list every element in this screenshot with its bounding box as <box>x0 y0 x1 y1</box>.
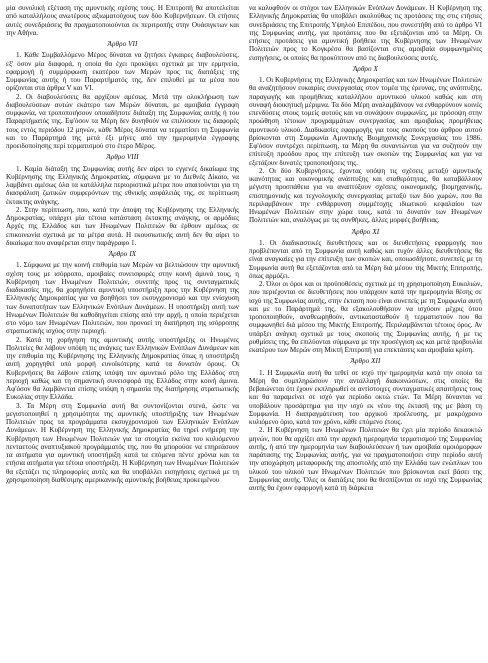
article-paragraph: 2. Κατά τη χορήγηση της αμυντικής αυτής υποστήριξης οι Ηνωμένες Πολιτείες θα λάβουν υπόψη τις ανάγκες των Ελληνικών Ενόπλων Δυνάμεων και την επιθυμία της Κυβέρνησης της Ελληνικής Δημοκρατίας όπως η υποστήριξη αυτή χορηγηθεί υπό μορφή ευνοϊκότερης κατά τα δυνατόν όρους. Οι Κυβερνήσεις θα λάβουν επίσης υπόψη τον αμυντικό ρόλο της Ελλάδος στη περιοχή καθώς και τη σημαντική συνεισφορά της Ελλάδος στην κοινή άμυνα. Αφ'όσον θα λαμβάνεται επίσης υπόψη η σημασία της διατήρησης στρατιωτικής Ευκολίας στην Ελλάδα. <box>6 335 239 402</box>
article-heading: Άρθρο XII <box>350 357 381 366</box>
article-paragraph: 1. Οι Κυβερνήσεις της Ελληνικής Δημοκρατίας και των Ηνωμένων Πολιτειών θα αναζητήσουν ευκαιρίες συνεργασίας στον τομέα της έρευνας, της ανάπτυξης, παραγωγής και προμήθειας καταλλήλου αμυντικού υλικού καθώς και στη συναφή διοικητική μέριμνα. Τα δύο Μέρη αναλαμβάνουν να ενθαρρύνουν κοινές επενδύσεις στους τομείς αυτούς και να συνάψουν συμφωνίες, με πρόσοψη στην προώθηση τέτοιων προγραμμάτων συνεργασίας και αμοιβαίως προμήθειας αμυντικού υλικού. Διαδικασίες εφαρμογής για τους σκοπούς του άρθρου αυτού βρίσκονται στη Συμφωνία Αμυντικής Βιομηχανικής Συνεργασίας του 1986. Εφ'όσον συντρέχει περίπτωση, τα Μέρη θα συναντώνται για να συζητούν την επίτευξη προόδου προς την επίτευξη των σκοπών της Συμφωνίας και για να εξετάζουν δυνατές τροποποιήσεις της. <box>249 76 482 167</box>
right-column <box>249 4 482 661</box>
article-paragraph: 2. Οι διαβουλεύσεις θα αρχίζουν αμέσως. Μετά την ολοκλήρωση των διαβουλεύσεων αυτών εκάτερο των Μερών δύναται, με αμοιβαία έγγραφη συμφωνία, να τροποποιήσουν οποιαδήποτε διάταξη της Συμφωνίας αυτής ή του Παραρτήματός της. Εφ'όσον τα Μέρη δεν δυνηθούν να επιλύσουν τις διαφορές τους εντός περιόδου 12 μηνών, κάθε Μέρος δύναται να τερματίσει τη Συμφωνία και το Παράρτημά της μετά έξι μήνες από την ημερομηνία έγγραφης προειδοποίησης περί τερματισμού στο έτερο Μέρος. <box>6 92 239 150</box>
article-paragraph: 1. Η Συμφωνία αυτή θα τεθεί σε ισχύ την ημερομηνία κατά την οποία τα Μέρη θα συμπληρώσουν την ανταλλαγή διακοινώσεων, στις οποίες θα βεβαιώνεται ότι έχουν εκπληρωθεί οι αντίστοιχες συνταγματικές απαιτήσεις τους και θα παραμείνει σε ισχύ για περίοδο οκτώ ετών. Τα Μέρη δύνανται να υποβάλουν προσάρτημα για την ισχύ εκ νέου της έκτασή της με βάση τη Συμφωνία. Η διαπραγμάτευση του αρχικού προέλευσης, με μακρόχρονο κυλιόμενο όριο, κατά τον χρόνο, κάθε επόμενο έτους. <box>249 368 482 426</box>
article-heading: Άρθρο XI <box>351 227 380 236</box>
left-column <box>6 4 239 661</box>
article-paragraph: 1. Κάθε Συμβαλλόμενο Μέρος δύναται να ζητήσει έγκαιρες διαβουλεύσεις, εξ' όσον μία διαφορά, η οποία θα έχει προκύψει σχετικά με την ερμηνεία, εφαρμογή ή συμμόρφωση εκατέρου των Μερών προς τις διατάξεις της Συμφωνίας αυτής ή του Παραρτήματός της, δεν επιλυθεί με τα μέσα που ορίζονται στα άρθρα V και VI. <box>6 51 239 93</box>
article-heading: Άρθρο VII <box>107 40 138 48</box>
article-paragraph: 1. Καμία διάταξη της Συμφωνίας αυτής δεν αίρει το εγγενές δικαίωμα της Κυβέρνησης της Ελληνικής Δημοκρατίας, σύμφωνα με το Διεθνές Δίκαιο, να λαμβάνει αμέσως όλα τα κατάλληλα περιοριστικά μέτρα που απαιτούνται για τη διασφάλιση ζωτικών συμφερόντων της εθνικής ασφάλειάς της, σε περίπτωση έκτακτης ανάγκης. <box>6 164 239 206</box>
article-paragraph: 2. Όλοι οι όροι και οι προϋποθέσεις σχετικά με τη χρησιμοποίηση Ευκολιών, που περιέχονται σε διευθετήσεις που υπάρχουν κατά την ημερομηνία θέσης σε ισχύ της Συμφωνίας αυτής, στην έκταση που είναι συνεπείς με τη Συμφωνία αυτή και με το Παράρτημά της, θα εξακολουθήσουν να ισχύουν μέχρις ότου τροποποιηθούν, αναθεωρηθούν, αντικατασταθούν ή τερματιστούν που θα συμφωνηθεί διά μέσου της Μικτής Επιτροπής. Περιλαμβάνεται τέτοιος όρος. Αν υπάρξει ανάγκη σχετικά με τους σκοπούς της Συμφωνίας αυτής, ή με τις ρυθμίσεις της, θα επιλύονται σύμφωνα με την προσέγγιση ως και μετά προβουλία εκατέρου των Μερών στη Μικτή Επιτροπή για επεκτάσεις και αμοιβαία κρίση. <box>249 280 482 354</box>
article-heading: Άρθρο IX <box>108 250 137 258</box>
intro-paragraph: μία συνολική εξέταση της αμυντικής σχέσης τους. Η Επιτροπή θα αποτελείται από καταλλήλους ανωτέρους αξιωματούχους των δύο Κυβερνήσεων. Οι ετήσιες αυτές συνεδριάσεις θα πραγματοποιούνται εκ περιτροπής στην Ουάσιγκτων και την Αθήνα. <box>6 4 239 37</box>
intro-paragraph: να καλυφθούν οι στόχοι των Ελληνικών Ενόπλων Δυνάμεων. Η Κυβέρνηση της Ελληνικής Δημοκρατίας θα υποβάλει ακολούθως τις προτάσεις της στις ετήσιες συνεδριάσεις της Επιτροπής Υψηλού Επιπέδου, που συνεστήθη από το άρθρο VI της Συμφωνίας αυτής, για προτάσεις που θα εξετάζονται από τα Μέρη. Οι ετήσιες προτάσεις για αμυντική βοήθεια της Κυβέρνησης των Ηνωμένων Πολιτειών προς το Κογκρέσο θα βασίζονται στις αμοιβαία συμφωνημένες εισηγήσεις, οι οποίες θα προκύπτουν από τις διαβουλεύσεις αυτές. <box>249 4 482 62</box>
article-heading: Άρθρο VIII <box>106 153 139 162</box>
article-paragraph: 1. Οι διαδικαστικές διευθετήσεις και οι διευθετήσεις εφαρμογής που προβλέπονται από τη Συμφωνία αυτή καθώς και τυχόν άλλες διευθετήσεις θα είναι αναγκαίες για την επίτευξη των σκοπών και, οποιωσδήποτε, συνεπείς με τη Συμφωνία αυτή θα εξετάζονται από τα Μέρη διά μέσου της Μικτής Επιτροπής, όπως αρμόζει. <box>249 238 482 280</box>
article-paragraph: 1. Σύμφωνα με την κοινή επιθυμία των Μερών να βελτιώσουν την αμυντική σχέση τους με ισόρροπο, αμοιβαίες συνεισφορές στην κοινή άμυνά τους, η Κυβέρνηση των Ηνωμένων Πολιτειών, συνεπής προς τις συνταγματικές διαδικασίες της, θα χορηγήσει αμυντική υποστήριξη προς την Κυβέρνηση της Ελληνικής Δημοκρατίας για να βοηθήσει τον εκσυγχρονισμό και την ενίσχυση των δυνατοτήτων των Ελληνικών Ενόπλων Δυνάμεων. Η υποστήριξη αυτή των Ηνωμένων Πολιτειών θα καθοδηγείται επίσης από την αρχή, η οποία περιέχεται στο νόμο των Ηνωμένων Πολιτειών, που προνοεί τη διατήρηση της ισόρροπης στρατιωτικής ισχύος στην περιοχή. <box>6 261 239 336</box>
article-paragraph: 3. Τα Μέρη στη Συμφωνία αυτή θα συντονίζονται στενά, ώστε να μεγιστοποιηθεί η χρησιμότητα της αμυντικής υποστήριξης των Ηνωμένων Πολιτειών προς τα προγράμματα εκσυγχρονισμού των Ελληνικών Ενόπλων Δυνάμεων. Η Κυβέρνηση της Ελληνικής Δημοκρατίας θα τηρεί ενήμερη την Κυβέρνηση των Ηνωμένων Πολιτειών για τα στοιχεία εκείνα του κυλιόμενου πενταετούς αναπτυξιακού προγράμματός της, που θα μπορούσε να επηρεάσουν τα αιτήματα για αμυντική υποστήριξη κατά τα επόμενα πέντε χρόνια και τα ετήσια αιτήματα για τέτοια υποστήριξη. Η Κυβέρνηση των Ηνωμένων Πολιτειών θα εξετάζει τις πληροφορίες αυτές και θα υποβάλλει εισηγήσεις σχετικά με τη χρησιμοποίηση διαθέσιμης αμερικανικής αμυντικής βοήθειας προκειμένου <box>6 401 239 484</box>
article-paragraph: 2. Η Κυβέρνηση των Ηνωμένων Πολιτειών θα έχει μία περίοδο δεκαοκτώ μηνών, που θα αρχίζει από την αρχική ημερομηνία τερματισμού της Συμφωνίας αυτής, ή από την ημερομηνία των διαβουλεύσεων ή των αμοιβαία ομοιόμορφων παράτασης της Συμφωνίας αυτής, για να πραγματοποιήσει στην περίοδο αυτή την αποχώρηση μεταφορικής της αποστολής από την Ελλάδα των ενώπλιων του υλικού του υλικού των Ηνωμένων Πολιτειών που βρίσκονται εκεί βάσει της Συμφωνίας αυτής. Όλες οι διατάξεις που θα θεσπίζονται σε ισχύ της Συμφωνίας αυτής θα έχουν εφαρμογή κατά τη διάρκεια <box>249 426 482 492</box>
article-paragraph: 2. Στην περίπτωση, που, κατά την άποψη της Κυβέρνησης της Ελληνικής Δημοκρατίας, υπάρχει μία τέτοια κατάσταση έκτακτης ανάγκης, οι αρμόδιες Αρχές της Ελλάδος και των Ηνωμένων Πολιτειών θα έρθουν αμέσως σε επικοινωνία σχετικά με τα μέτρα αυτά. Η εκουσιωτικής αυτή δεν θα αίρει το δικαίωμα που αναφέρεται στην παράγραφο 1. <box>6 205 239 247</box>
article-paragraph: 2. Οι δύο Κυβερνήσεις, έχοντας υπόψη τις σχέσεις μεταξύ αμυντικής ικανότητας και οικονομικής ανάπτυξης και σταθερότητας, θα καταβάλλουν μέγιστη προσπάθεια για να αναπτύξουν σχέσεις οικονομικής, βιομηχανικής, επιστημονικής και τεχνολογικής συνεργασίας μεταξύ των δύο χωρών, που θα περιλαμβάνουν την ενθάρρυνση συμμέτοχης ιδιωτικού κεφαλαίου των Ηνωμένων Πολιτειών στην χώρα τους, κατά το δυνατόν των Ηνωμένων Πολιτειών και, αναλόγως με τις συνθήκες, άλλες μορφές βοήθειας. <box>249 166 482 225</box>
article-heading: Άρθρο X <box>353 64 378 73</box>
